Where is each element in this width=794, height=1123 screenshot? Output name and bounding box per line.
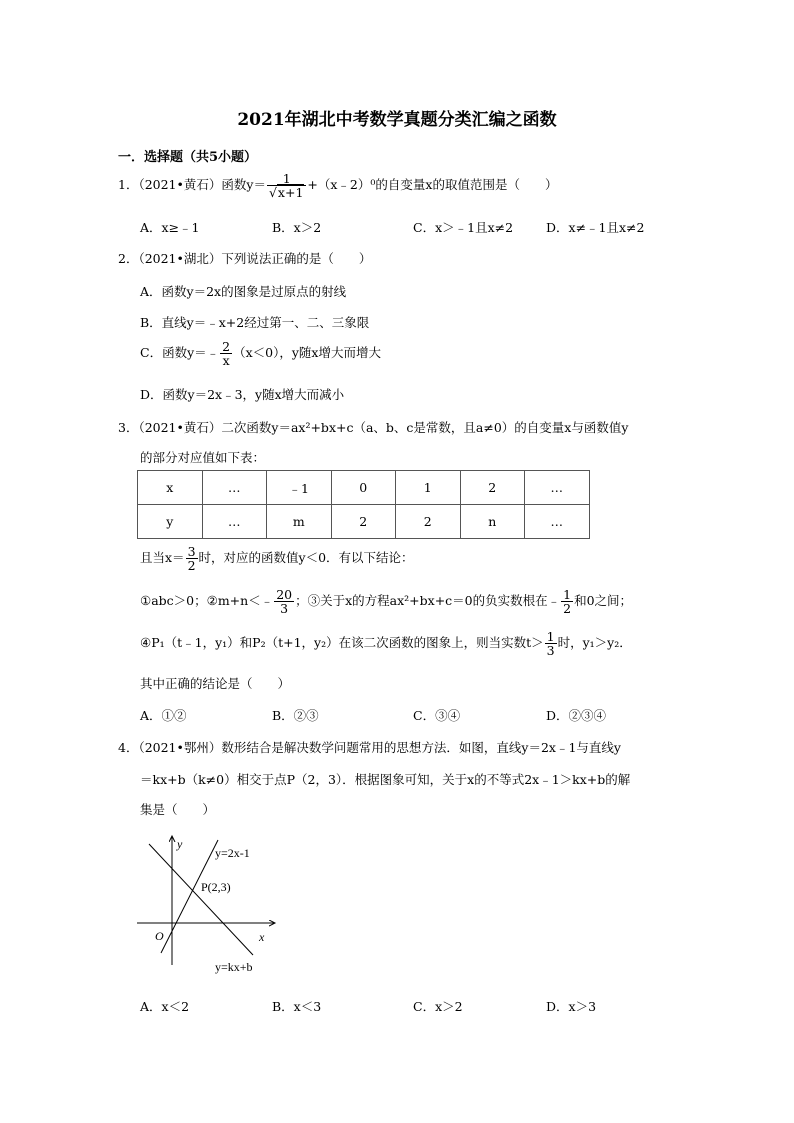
q1-option-d[interactable]: D．x≠﹣1且x≠2 [546,220,645,235]
q2-option-c[interactable] [140,340,381,367]
line2-label: y=kx+b [215,960,253,974]
q1-option-c[interactable]: C．x＞﹣1且x≠2 [413,220,514,235]
table-cell: … [525,471,590,505]
q2-option-b[interactable]: B．直线y＝﹣x+2经过第一、二、三象限 [140,315,370,330]
table-row [138,505,590,539]
line-kx-plus-b [149,844,253,955]
table-cell: … [202,505,267,539]
q3-condition [140,545,414,572]
q3-option-b[interactable]: B．②③ [272,708,319,723]
question-2: 2．（2021•湖北）下列说法正确的是（ ） [118,251,372,266]
table-cell: 2 [460,471,525,505]
q2-option-d[interactable]: D．函数y＝2x﹣3，y随x增大而减小 [140,387,345,402]
table-cell: x [138,471,203,505]
x-axis-label: x [259,930,265,944]
q1-option-b[interactable]: B．x＞2 [272,220,322,235]
point-label: P(2,3) [201,880,231,894]
line1-label: y=2x-1 [215,846,250,860]
q3-c2-a: ④P₁（t﹣1，y₁）和P₂（t+1，y₂）在该二次函数的图象上，则当实数t＞ [140,635,544,651]
q3-cond-prefix: 且当x＝ [140,550,185,566]
q2-c-suffix: （x＜0），y随x增大而增大 [233,345,381,361]
q4-option-c[interactable]: C．x＞2 [413,999,463,1014]
q3-cond-suffix: 时，对应的函数值y＜0．有以下结论： [198,550,414,566]
q3-c2-fraction [545,630,557,657]
q3-c1-den: 3 [280,601,289,617]
q2-c-num: 2 [222,339,231,354]
table-cell: y [138,505,203,539]
q2-c-den: x [222,353,230,369]
q3-cond-den: 2 [187,558,196,574]
q1-prefix: 1．（2021•黄石）函数y＝ [118,177,266,193]
question-3-line1: 3．（2021•黄石）二次函数y＝ax²+bx+c（a、b、c是常数，且a≠0）的自变量x与函数值y [118,420,629,435]
q1-suffix: +（x﹣2）⁰的自变量x的取值范围是（ ） [307,177,558,193]
table-cell: n [460,505,525,539]
table-cell: m [267,505,332,539]
table-cell: 0 [331,471,396,505]
q1-option-a[interactable]: A．x≥﹣1 [140,220,200,235]
q3-c1-c: 和0之间； [574,593,633,609]
question-4-line1: 4．（2021•鄂州）数形结合是解决数学问题常用的思想方法．如图，直线y＝2x﹣1与直线y [118,740,621,755]
section-heading: 一．选择题（共5小题） [118,150,258,165]
q4-option-b[interactable]: B．x＜3 [272,999,322,1014]
q2-c-fraction [220,340,232,367]
q3-conclusions-1 [140,588,632,615]
question-3-line2: 的部分对应值如下表： [140,450,266,465]
q3-c1-b: ；③关于x的方程ax²+bx+c＝0的负实数根在﹣ [295,593,561,609]
q3-c2-den: 3 [546,643,555,659]
q3-c1-num2: 1 [563,587,572,602]
q2-option-a[interactable]: A．函数y＝2x的图象是过原点的射线 [140,284,347,299]
q1-frac-den-text: x+1 [277,185,304,201]
table-row [138,471,590,505]
table-cell: … [525,505,590,539]
q3-c2-b: 时，y₁＞y₂． [557,635,632,651]
q4-option-d[interactable]: D．x＞3 [546,999,597,1014]
value-table [137,470,590,539]
question-1 [118,172,557,199]
question-4-line3: 集是（ ） [140,802,216,817]
q3-option-a[interactable]: A．①② [140,708,187,723]
q3-c2-num: 1 [546,629,555,644]
q3-conclusions-2 [140,630,632,657]
q3-c1-fraction [274,588,294,615]
q3-c1-num: 20 [276,587,293,602]
table-cell: 2 [331,505,396,539]
q3-option-d[interactable]: D．②③④ [546,708,607,723]
y-axis-label: y [177,837,183,851]
q2-c-prefix: C．函数y＝﹣ [140,345,220,361]
q3-cond-num: 3 [187,544,196,559]
page-title: 2021年湖北中考数学真题分类汇编之函数 [237,110,557,130]
q1-frac-num: 1 [267,172,306,186]
q1-frac-den: √x+1 [268,185,304,201]
function-graph [135,830,285,980]
q3-c1-fraction2 [561,588,573,615]
q4-option-a[interactable]: A．x＜2 [140,999,190,1014]
table-cell: 1 [396,471,461,505]
q3-c1-a: ①abc＞0；②m+n＜﹣ [140,593,274,609]
origin-label: O [155,929,164,943]
question-4-line2: ＝kx+b（k≠0）相交于点P（2，3）．根据图象可知，关于x的不等式2x﹣1＞kx+b的解 [140,772,631,787]
q1-fraction [267,172,306,199]
table-cell: … [202,471,267,505]
q3-option-c[interactable]: C．③④ [413,708,461,723]
q3-cond-fraction [186,545,198,572]
q3-ask: 其中正确的结论是（ ） [140,676,291,691]
table-cell: 2 [396,505,461,539]
q3-c1-den2: 2 [563,601,572,617]
line-2x-minus-1 [161,840,218,953]
table-cell: ﹣1 [267,471,332,505]
